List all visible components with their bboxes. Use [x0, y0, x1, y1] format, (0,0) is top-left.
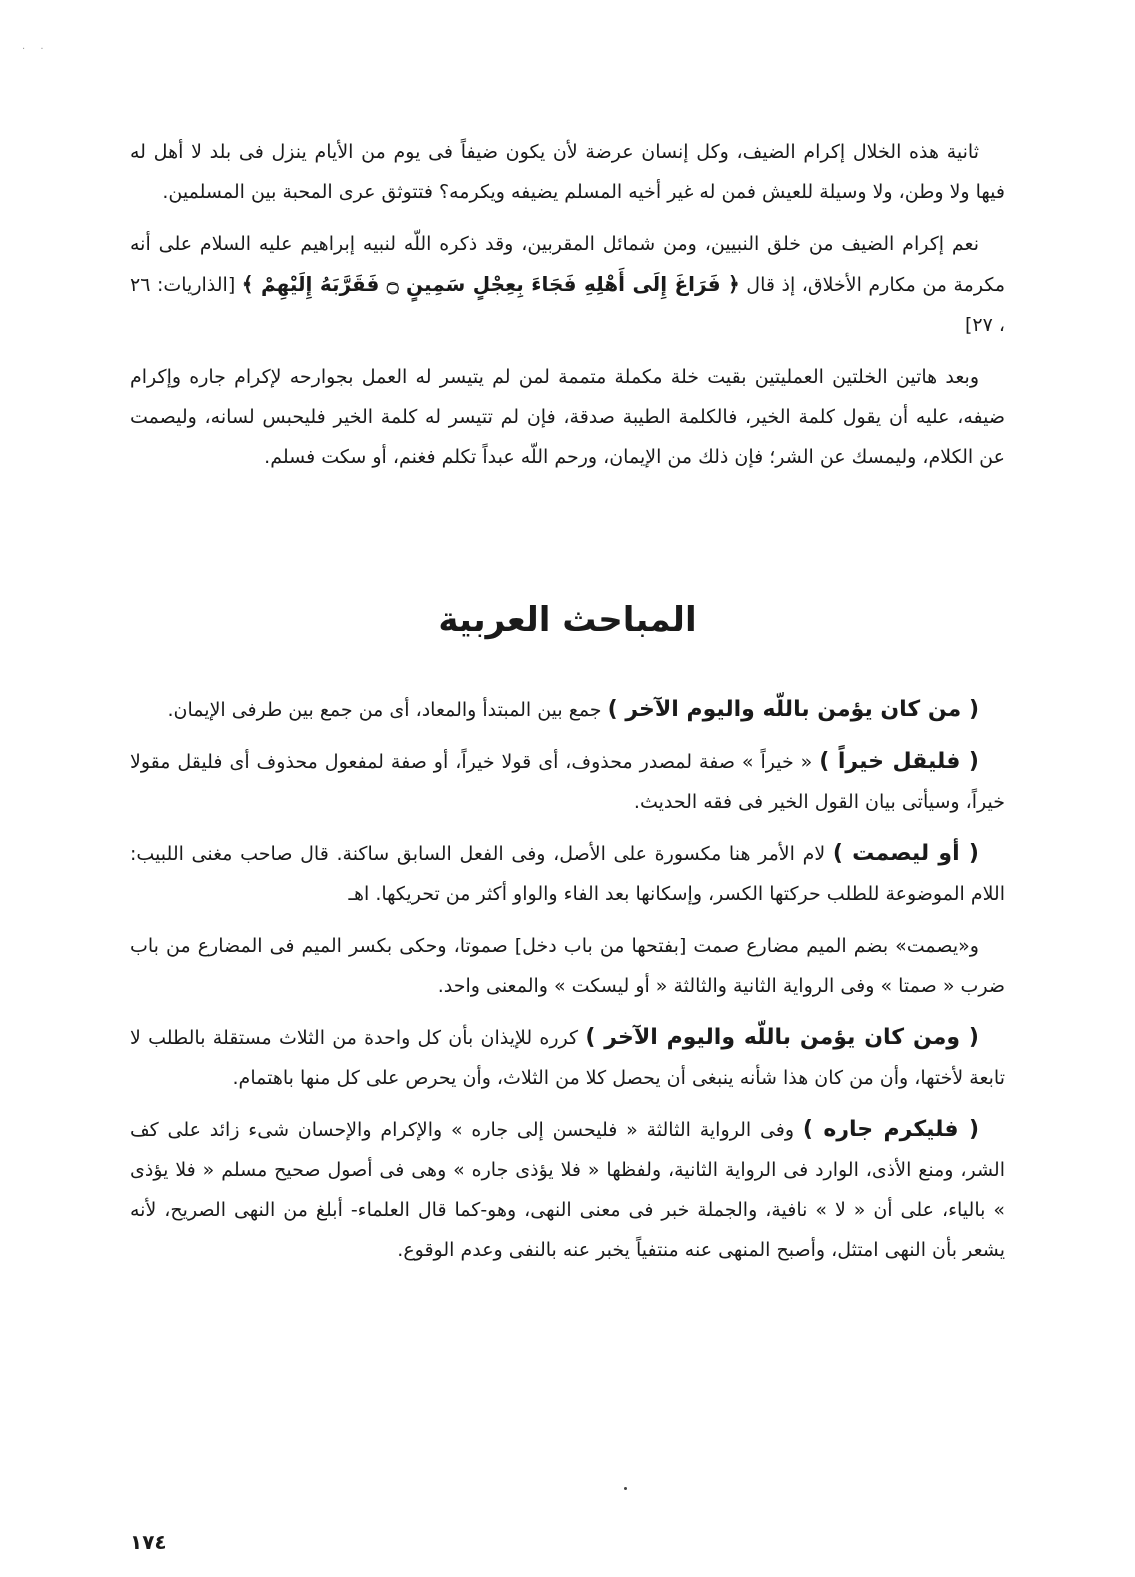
- verse-reference: [الذاريات: ٢٦ ، ٢٧]: [130, 274, 1005, 336]
- entry-paragraph: [130, 1110, 1005, 1270]
- scan-artifact: · ·: [22, 44, 50, 55]
- entry-term: ( فليكرم جاره ): [802, 1117, 980, 1142]
- entry-paragraph: [130, 1018, 1005, 1098]
- linguistic-section: [130, 690, 1005, 1270]
- entry-paragraph: [130, 690, 1005, 730]
- quran-verse: ﴿ فَرَاغَ إِلَى أَهْلِهِ فَجَاءَ بِعِجْلٍ سَمِينٍ ۝ فَقَرَّبَهُ إِلَيْهِمْ ﴾: [241, 272, 740, 296]
- entry-paragraph: [130, 834, 1005, 914]
- entry-term: ( من كان يؤمن باللّه واليوم الآخر ): [607, 697, 979, 722]
- entry-text: جمع بين المبتدأ والمعاد، أى من جمع بين طرفى الإيمان.: [167, 699, 602, 721]
- top-section: [130, 132, 1005, 477]
- scan-dot: [624, 1487, 627, 1490]
- entry-paragraph: [130, 926, 1005, 1006]
- entry-text: لام الأمر هنا مكسورة على الأصل، وفى الفعل السابق ساكنة. قال صاحب مغنى اللبيب: اللام الموضوعة للطلب حركتها الكسر، وإسكانها بعد الفاء والواو أكثر من تحريكها. اهـ: [130, 843, 1005, 905]
- entry-paragraph: [130, 742, 1005, 822]
- paragraph-ibrahim-text: نعم إكرام الضيف من خلق النبيين، ومن شمائل المقربين، وقد ذكره اللّه لنبيه إبراهيم عليه السلام على أنه مكرمة من مكارم الأخلاق، إذ قال: [130, 233, 1006, 296]
- paragraph-ibrahim: [130, 224, 1005, 345]
- entry-term: ( فليقل خيراً ): [819, 749, 979, 774]
- entry-text: كرره للإيذان بأن كل واحدة من الثلاث مستقلة بالطلب لا تابعة لأختها، وأن من كان هذا شأنه ينبغى أن يحصل كلا من الثلاث، وأن يحرص على كل منها باهتمام.: [130, 1027, 1005, 1089]
- entry-text: وفى الرواية الثالثة « فليحسن إلى جاره » والإكرام والإحسان شىء زائد على كف الشر، ومنع الأذى، الوارد فى الرواية الثانية، ولفظها « فلا يؤذى جاره » وهى فى أصول صحيح مسلم « فلا يؤذى » بالياء، على أن « لا » نافية، والجملة خبر فى معنى النهى، وهو-كما قال العلماء- أبلغ من النهى الصريح، لأنه يشعر بأن النهى امتثل، وأصبح المنهى عنه منتفياً يخبر عنه بالنفى وعدم الوقوع.: [130, 1119, 1005, 1261]
- entry-term: ( أو ليصمت ): [832, 841, 979, 866]
- paragraph-good-word: وبعد هاتين الخلتين العمليتين بقيت خلة مكملة متممة لمن لم يتيسر له العمل بجوارحه لإكرام جاره وإكرام ضيفه، عليه أن يقول كلمة الخير، فالكلمة الطيبة صدقة، فإن لم تتيسر له كلمة الخير فليحبس لسانه، وليصمت عن الكلام، وليمسك عن الشر؛ فإن ذلك من الإيمان، ورحم اللّه عبداً تكلم فغنم، أو سكت فسلم.: [130, 366, 1005, 468]
- entry-term: ( ومن كان يؤمن باللّه واليوم الآخر ): [585, 1025, 979, 1050]
- paragraph-guest-honor: ثانية هذه الخلال إكرام الضيف، وكل إنسان عرضة لأن يكون ضيفاً فى يوم من الأيام ينزل فى بلد لا أهل له فيها ولا وطن، ولا وسيلة للعيش فمن له غير أخيه المسلم يضيفه ويكرمه؟ فتتوثق عرى المحبة بين المسلمين.: [130, 141, 1005, 203]
- section-heading: المباحث العربية: [438, 600, 697, 640]
- entry-text: « خيراً » صفة لمصدر محذوف، أى قولا خيراً، أو صفة لمفعول محذوف أى فليقل مقولا خيراً، وسيأتى بيان القول الخير فى فقه الحديث.: [130, 751, 1005, 813]
- page-number: ١٧٤: [130, 1530, 167, 1554]
- entry-text: و«يصمت» بضم الميم مضارع صمت [بفتحها من باب دخل] صموتا، وحكى بكسر الميم فى المضارع من باب ضرب « صمتا » وفى الرواية الثانية والثالثة « أو ليسكت » والمعنى واحد.: [130, 935, 1005, 997]
